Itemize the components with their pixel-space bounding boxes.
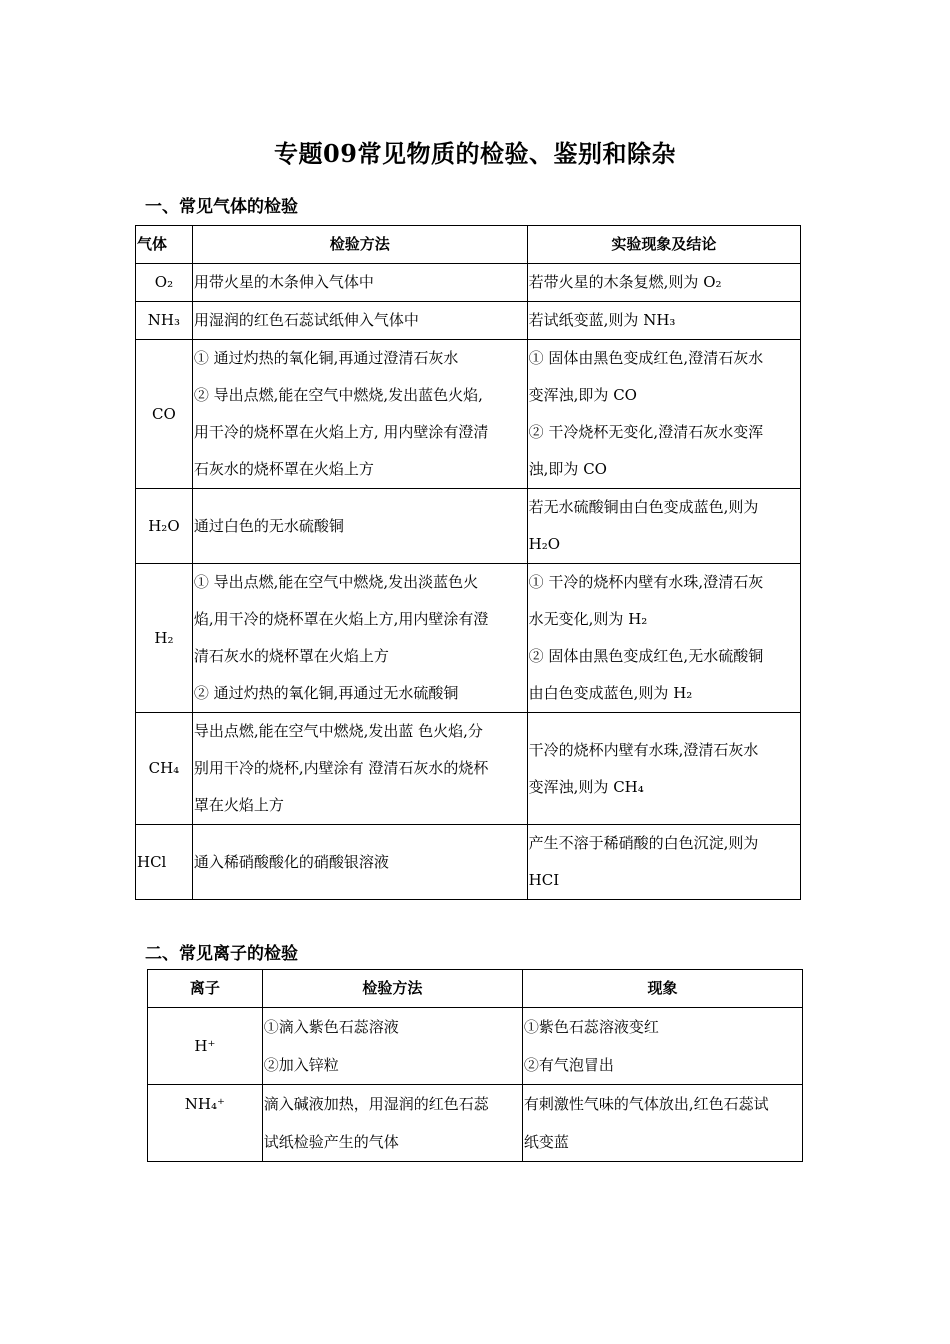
result-cell: 若带火星的木条复燃,则为 O₂ (527, 264, 800, 302)
table-row (136, 713, 801, 825)
header-result: 实验现象及结论 (527, 226, 800, 264)
result-cell: ① 固体由黑色变成红色,澄清石灰水 变浑浊,即为 CO ② 干冷烧杯无变化,澄清石灰水变浑 浊,即为 CO (527, 340, 800, 489)
gas-cell: NH₃ (136, 302, 193, 340)
section-heading-gases: 一、常见气体的检验 (145, 197, 298, 217)
result-cell: 产生不溶于稀硝酸的白色沉淀,则为 HCI (527, 825, 800, 900)
method-cell: 滴入碱液加热，用湿润的红色石蕊 试纸检验产生的气体 (262, 1085, 522, 1162)
method-cell: 通入稀硝酸酸化的硝酸银溶液 (192, 825, 527, 900)
table-row (136, 302, 801, 340)
result-cell: 若无水硫酸铜由白色变成蓝色,则为 H₂O (527, 489, 800, 564)
ion-test-table (147, 969, 803, 1162)
method-cell: 通过白色的无水硫酸铜 (192, 489, 527, 564)
table-row (136, 489, 801, 564)
header-gas: 气体 (136, 226, 193, 264)
gas-cell: H₂O (136, 489, 193, 564)
table-row (136, 564, 801, 713)
result-cell: ①紫色石蕊溶液变红 ②有气泡冒出 (522, 1008, 802, 1085)
method-cell: ①滴入紫色石蕊溶液 ②加入锌粒 (262, 1008, 522, 1085)
result-cell: 干冷的烧杯内壁有水珠,澄清石灰水 变浑浊,则为 CH₄ (527, 713, 800, 825)
table-row (136, 340, 801, 489)
ion-cell: NH₄⁺ (148, 1085, 263, 1162)
method-cell: ① 通过灼热的氧化铜,再通过澄清石灰水 ② 导出点燃,能在空气中燃烧,发出蓝色火焰, 用干冷的烧杯罩在火焰上方, 用内壁涂有澄清 石灰水的烧杯罩在火焰上方 (192, 340, 527, 489)
result-cell: 若试纸变蓝,则为 NH₃ (527, 302, 800, 340)
gas-cell: CH₄ (136, 713, 193, 825)
table-row (148, 1085, 803, 1162)
gas-cell: O₂ (136, 264, 193, 302)
gas-cell: CO (136, 340, 193, 489)
table-row (136, 825, 801, 900)
method-cell: ① 导出点燃,能在空气中燃烧,发出淡蓝色火 焰,用干冷的烧杯罩在火焰上方,用内壁涂有澄 清石灰水的烧杯罩在火焰上方 ② 通过灼热的氧化铜,再通过无水硫酸铜 (192, 564, 527, 713)
table-header-row (148, 970, 803, 1008)
ion-cell: H⁺ (148, 1008, 263, 1085)
method-cell: 用湿润的红色石蕊试纸伸入气体中 (192, 302, 527, 340)
section-heading-ions: 二、常见离子的检验 (145, 944, 298, 964)
table-row (136, 264, 801, 302)
gas-cell: HCl (136, 825, 193, 900)
header-method: 检验方法 (192, 226, 527, 264)
method-cell: 导出点燃,能在空气中燃烧,发出蓝 色火焰,分 别用干冷的烧杯,内壁涂有 澄清石灰水的烧杯 罩在火焰上方 (192, 713, 527, 825)
gas-test-table (135, 225, 801, 900)
result-cell: 有刺激性气味的气体放出,红色石蕊试 纸变蓝 (522, 1085, 802, 1162)
method-cell: 用带火星的木条伸入气体中 (192, 264, 527, 302)
result-cell: ① 干冷的烧杯内壁有水珠,澄清石灰 水无变化,则为 H₂ ② 固体由黑色变成红色,无水硫酸铜 由白色变成蓝色,则为 H₂ (527, 564, 800, 713)
table-header-row (136, 226, 801, 264)
header-phenomenon: 现象 (522, 970, 802, 1008)
table-row (148, 1008, 803, 1085)
header-method: 检验方法 (262, 970, 522, 1008)
page-title: 专题09常见物质的检验、鉴别和除杂 (274, 139, 676, 168)
gas-cell: H₂ (136, 564, 193, 713)
header-ion: 离子 (148, 970, 263, 1008)
